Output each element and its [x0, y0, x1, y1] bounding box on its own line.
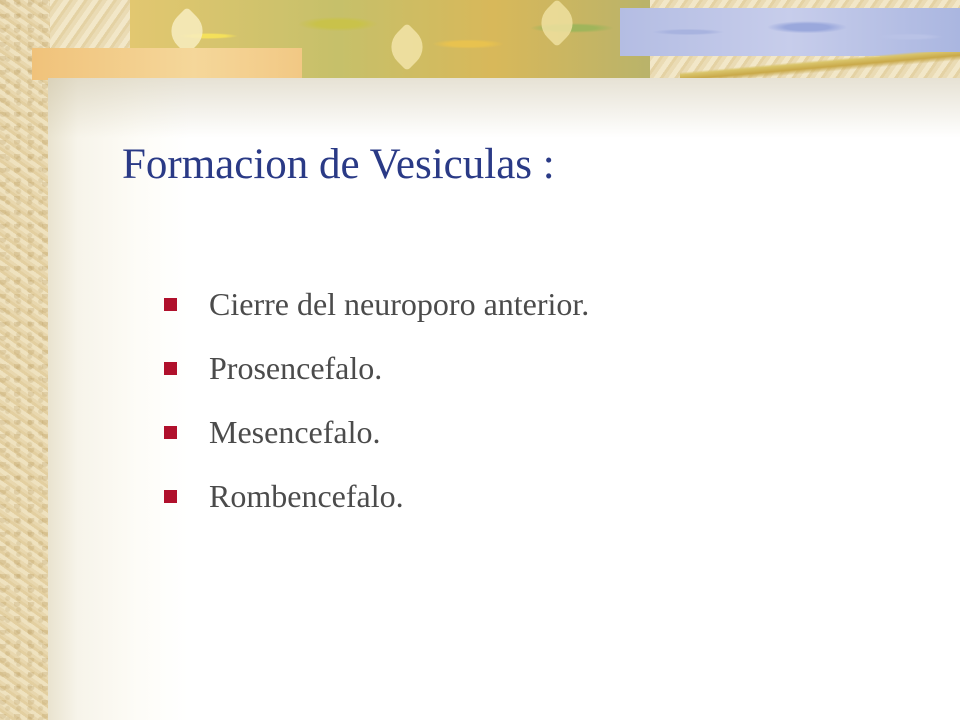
warm-collage-decoration	[32, 48, 302, 80]
blue-collage-decoration	[620, 8, 960, 56]
leaf-icon	[533, 0, 581, 47]
left-texture-strip	[0, 0, 50, 720]
golden-strip-decoration	[680, 52, 960, 78]
slide-title: Formacion de Vesiculas :	[122, 141, 555, 188]
square-bullet-icon	[164, 426, 177, 439]
square-bullet-icon	[164, 362, 177, 375]
bullet-list	[164, 272, 589, 528]
bullet-text: Mesencefalo.	[209, 413, 381, 450]
square-bullet-icon	[164, 490, 177, 503]
list-item	[164, 336, 589, 400]
bullet-text: Rombencefalo.	[209, 477, 404, 514]
list-item	[164, 464, 589, 528]
list-item	[164, 400, 589, 464]
square-bullet-icon	[164, 298, 177, 311]
bullet-text: Cierre del neuroporo anterior.	[209, 285, 590, 322]
list-item	[164, 272, 589, 336]
leaf-icon	[383, 23, 431, 71]
bullet-text: Prosencefalo.	[209, 349, 383, 386]
slide-panel-shadow	[48, 78, 960, 138]
